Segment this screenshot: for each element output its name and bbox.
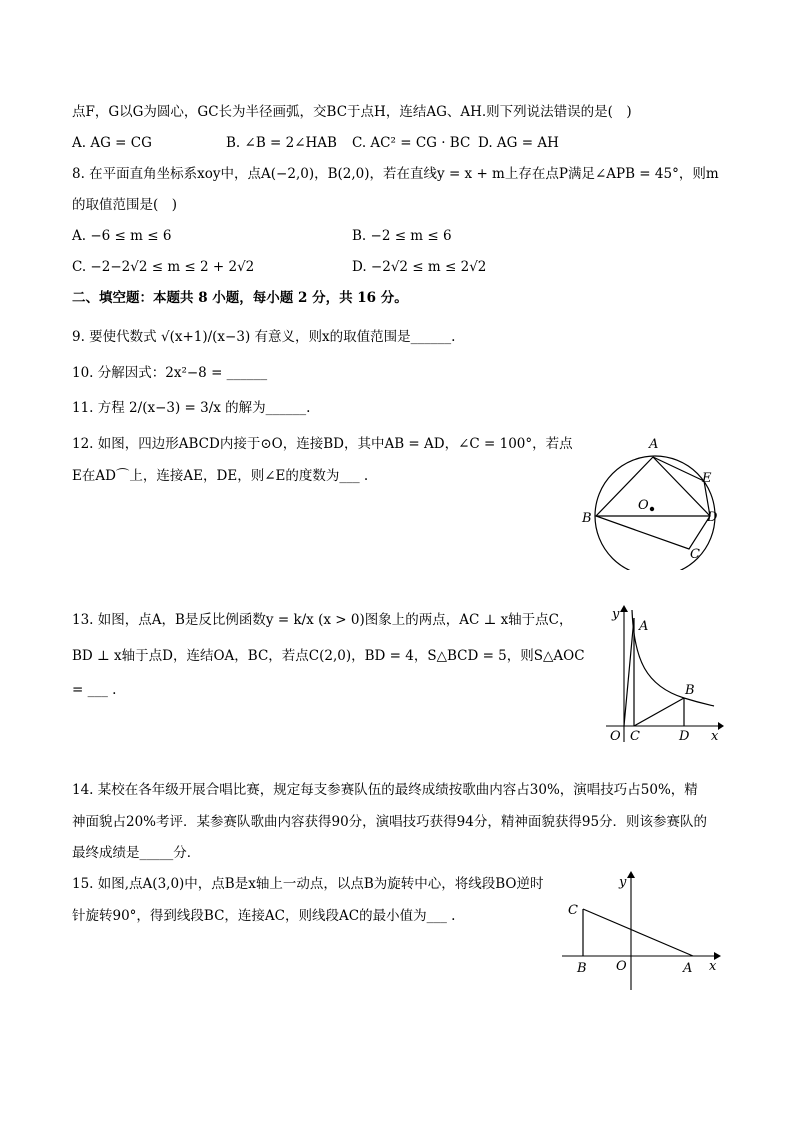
q15-label-c: C <box>568 903 578 918</box>
q12-label-e: E <box>702 471 712 486</box>
q13-hyperbola-figure <box>600 600 730 746</box>
q15-line2: 针旋转90°，得到线段BC，连接AC，则线段AC的最小值为___ . <box>72 908 456 924</box>
q8-stem-2: 的取值范围是( ) <box>72 197 178 213</box>
q14-line2: 神面貌占20%考评．某参赛队歌曲内容获得90分，演唱技巧获得94分，精神面貌获得95分．则该参赛队的 <box>72 814 708 830</box>
section-heading: 二、填空题：本题共 8 小题，每小题 2 分，共 16 分。 <box>72 290 408 306</box>
q7-stem: 点F，G以G为圆心，GC长为半径画弧，交BC于点H，连结AG、AH.则下列说法错误的是( ) <box>72 104 632 120</box>
q13-label-x: x <box>711 729 719 744</box>
q12-line2: E在AD⌒上，连接AE，DE，则∠E的度数为___ . <box>72 468 369 484</box>
q12-center-dot <box>650 507 654 511</box>
q14-line3: 最终成绩是_____分． <box>72 845 201 861</box>
q15-label-a: A <box>683 961 693 976</box>
q7-option-a: A. AG = CG <box>72 135 152 151</box>
q15-line1: 15. 如图,点A(3,0)中，点B是x轴上一动点，以点B为旋转中心，将线段BO逆时 <box>72 876 544 892</box>
q13-label-c: C <box>630 729 640 744</box>
q12-label-a: A <box>649 437 659 452</box>
q7-option-d: D. AG = AH <box>478 135 559 151</box>
q7-option-c: C. AC² = CG · BC <box>352 135 471 151</box>
q13-label-d: D <box>679 729 690 744</box>
q15-label-o: O <box>616 959 627 974</box>
q8-option-c: C. −2−2√2 ≤ m ≤ 2 + 2√2 <box>72 259 255 275</box>
q13-label-y: y <box>612 607 620 622</box>
q12-quadrilateral <box>596 457 710 549</box>
q12-label-o: O <box>638 498 649 513</box>
q12-line1: 12. 如图，四边形ABCD内接于⊙O，连接BD，其中AB = AD，∠C = 100°，若点 <box>72 436 573 452</box>
q14-line1: 14. 某校在各年级开展合唱比赛，规定每支参赛队伍的最终成绩按歌曲内容占30%，演唱技巧占50%，精 <box>72 782 698 798</box>
q13-label-o: O <box>610 729 621 744</box>
q13-line1: 13. 如图，点A，B是反比例函数y = k/x (x > 0)图象上的两点，AC ⊥ x轴于点C， <box>72 612 573 628</box>
q13-y-arrow <box>620 605 628 612</box>
q9: 9. 要使代数式 √(x+1)/(x−3) 有意义，则x的取值范围是______. <box>72 329 456 345</box>
q11: 11. 方程 2/(x−3) = 3/x 的解为______. <box>72 400 311 416</box>
q15-segment-ca <box>583 909 693 956</box>
q13-segment-oa <box>624 618 634 726</box>
q15-label-x: x <box>709 959 717 974</box>
q10: 10. 分解因式：2x²−8 = ______ <box>72 365 268 381</box>
q12-label-d: D <box>707 510 718 525</box>
q12-circle-figure <box>576 430 726 570</box>
q15-rotation-figure <box>556 866 726 994</box>
q12-label-c: C <box>690 547 700 562</box>
q13-label-b: B <box>685 683 695 698</box>
q8-stem-1: 8. 在平面直角坐标系xoy中，点A(−2,0)，B(2,0)，若在直线y = x + m上存在点P满足∠APB = 45°，则m <box>72 166 719 182</box>
q8-option-d: D. −2√2 ≤ m ≤ 2√2 <box>352 259 487 275</box>
q13-line3: = ___ . <box>72 682 117 698</box>
q12-label-b: B <box>582 511 592 526</box>
q15-y-arrow <box>627 871 635 878</box>
q13-segment-bc <box>634 698 684 726</box>
q15-label-b: B <box>577 961 587 976</box>
q13-label-a: A <box>639 619 649 634</box>
q13-line2: BD ⊥ x轴于点D，连结OA，BC，若点C(2,0)，BD = 4，S△BCD = 5，则S△AOC <box>72 648 585 664</box>
q8-option-b: B. −2 ≤ m ≤ 6 <box>352 228 452 244</box>
q15-label-y: y <box>619 875 627 890</box>
q8-option-a: A. −6 ≤ m ≤ 6 <box>72 228 172 244</box>
q7-option-b: B. ∠B = 2∠HAB <box>226 135 337 151</box>
q13-x-arrow <box>718 722 724 730</box>
